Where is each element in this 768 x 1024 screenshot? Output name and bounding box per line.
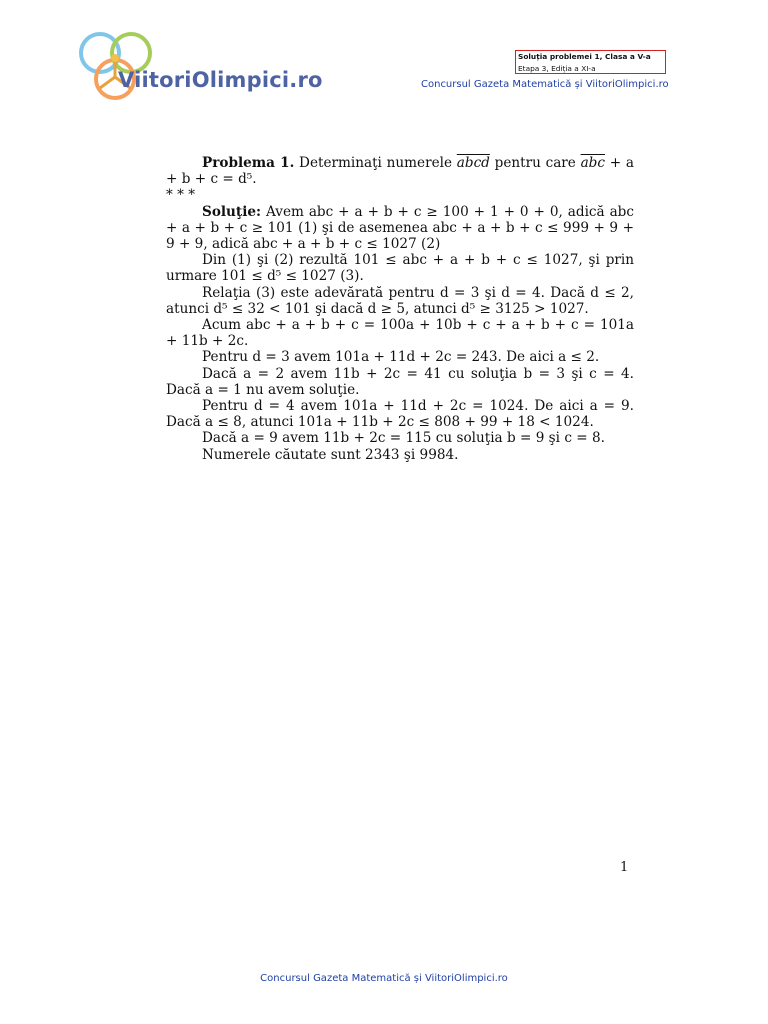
logo-rings-icon <box>78 30 158 104</box>
solution-paragraph-8: Dacă a = 9 avem 11b + 2c = 115 cu soluţia b = 9 şi c = 8. <box>202 430 605 447</box>
solution-paragraph-7: Pentru d = 4 avem 101a + 11d + 2c = 1024. De aici a = 9. Dacă a ≤ 8, atunci 101a + 11b + 2c ≤ 808 + 99 + 18 < 1024. <box>166 398 634 431</box>
solution-text-1: Avem abc + a + b + c ≥ 100 + 1 + 0 + 0, adică abc + a + b + c ≥ 101 (1) şi de asemenea abc + a + b + c ≤ 999 + 9 + 9 + 9, adică abc + a + b + c ≤ 1027 (2) <box>166 203 634 253</box>
solution-paragraph-5: Pentru d = 3 avem 101a + 11d + 2c = 243. De aici a ≤ 2. <box>202 349 600 366</box>
info-line-1: Soluția problemei 1, Clasa a V-a <box>518 52 651 61</box>
page-number: 1 <box>620 860 629 875</box>
problem-abc: $\overline{abc}$ <box>580 155 605 171</box>
footer-contest-link[interactable]: Concursul Gazeta Matematică și ViitoriOlimpici.ro <box>260 973 508 984</box>
header-contest-link[interactable]: Concursul Gazeta Matematică și ViitoriOlimpici.ro <box>421 79 669 90</box>
info-line-2: Etapa 3, Ediția a XI-a <box>518 64 596 73</box>
problem-text-c: + a + b + c = d⁵. <box>166 155 634 188</box>
site-logo[interactable] <box>78 30 368 104</box>
solution-paragraph-3: Relaţia (3) este adevărată pentru d = 3 şi d = 4. Dacă d ≤ 2, atunci d⁵ ≤ 32 < 101 şi dacă d ≥ 5, atunci d⁵ ≥ 3125 > 1027. <box>166 284 634 317</box>
solution-info-box <box>515 50 666 74</box>
problem-statement <box>166 155 634 187</box>
problem-text-b: pentru care <box>494 155 576 171</box>
problem-text-a: Determinaţi numerele <box>299 155 453 171</box>
problem-label: Problema 1. <box>202 155 295 171</box>
separator: * * * <box>166 187 196 204</box>
logo-text: ViitoriOlimpici.ro <box>118 68 323 92</box>
solution-paragraph-9: Numerele căutate sunt 2343 şi 9984. <box>202 446 459 463</box>
solution-paragraph-1 <box>166 204 634 253</box>
solution-label: Soluţie: <box>202 203 262 220</box>
solution-paragraph-4: Acum abc + a + b + c = 100a + 10b + c + a + b + c = 101a + 11b + 2c. <box>166 317 634 350</box>
solution-paragraph-2: Din (1) şi (2) rezultă 101 ≤ abc + a + b + c ≤ 1027, şi prin urmare 101 ≤ d⁵ ≤ 1027 (3). <box>166 252 634 285</box>
document-body <box>166 155 634 463</box>
solution-paragraph-6: Dacă a = 2 avem 11b + 2c = 41 cu soluţia b = 3 şi c = 4. Dacă a = 1 nu avem soluţie. <box>166 365 634 398</box>
problem-abcd: abcd <box>456 155 490 171</box>
